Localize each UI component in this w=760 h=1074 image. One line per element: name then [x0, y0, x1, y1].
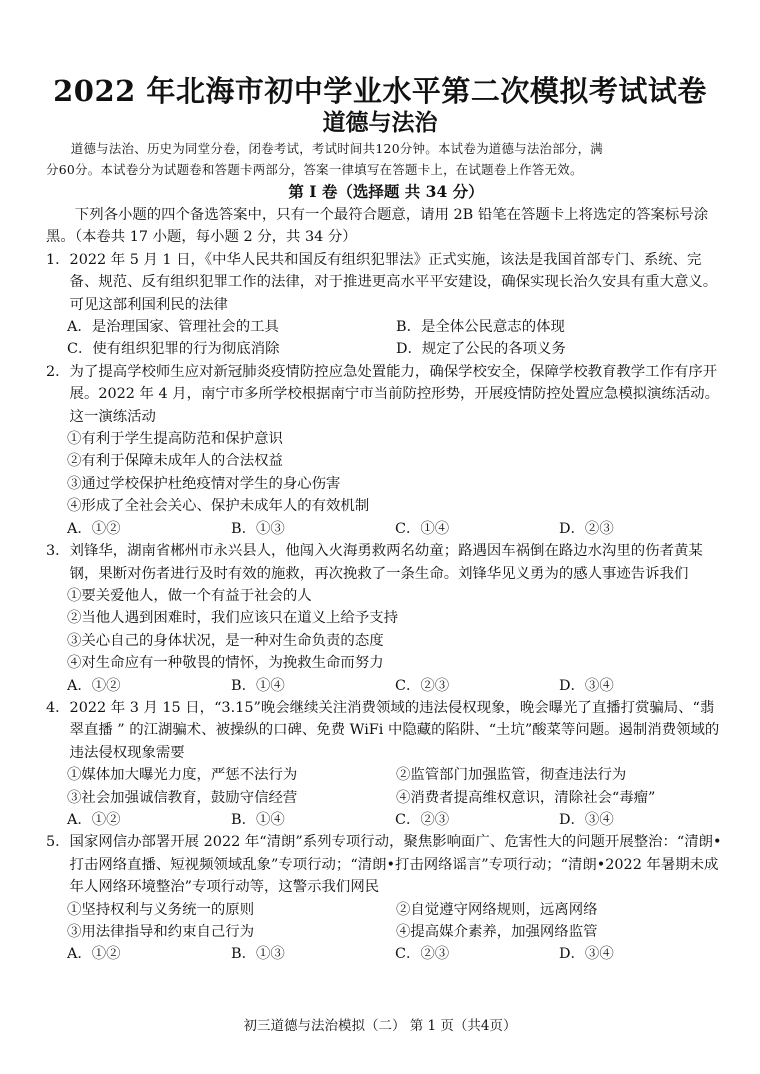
- statement: ①坚持权利与义务统一的原则: [67, 901, 255, 918]
- statement: ④提高媒介素养，加强网络监管: [396, 924, 598, 940]
- option-a: A．①②: [67, 811, 121, 828]
- question-number: 4．: [46, 699, 70, 716]
- intro-line: 分60分。本试卷分为试题卷和答题卡两部分，答案一律填写在答题卡上，在试题卷上作答无效。: [46, 162, 583, 177]
- statement: ②自觉遵守网络规则，远离网络: [396, 901, 598, 918]
- statement: ②监管部门加强监管，彻查违法行为: [396, 767, 627, 784]
- option-d: D．③④: [559, 811, 614, 828]
- statement: ③通过学校保护杜绝疫情对学生的身心伤害: [67, 475, 341, 492]
- option-b: B．①③: [231, 520, 285, 537]
- question-number: 5．: [46, 834, 70, 851]
- statement: ①媒体加大曝光力度，严惩不法行为: [67, 767, 298, 784]
- statement: ④形成了全社会关心、保护未成年人的有效机制: [67, 498, 370, 515]
- question-stem: 2022 年 5 月 1 日，《中华人民共和国反有组织犯罪法》正式实施，该法是我国首部专门、系统、完备、规范、反有组织犯罪工作的法律，对于推进更高水平平安建设，确保实现长治久安具有重大意义。可见这部利国利民的法律: [69, 251, 718, 313]
- statement: ②有利于保障未成年人的合法权益: [67, 453, 283, 470]
- option-d: D．③④: [559, 946, 614, 963]
- question-number: 1．: [46, 251, 70, 268]
- option-b: B．是全体公民意志的体现: [396, 319, 565, 336]
- option-b: B．①③: [231, 946, 285, 963]
- exam-body: [46, 138, 726, 966]
- question-1: [46, 249, 726, 361]
- option-d: D．②③: [559, 520, 614, 537]
- question-stem: 刘锋华，湖南省郴州市永兴县人，他闯入火海勇救两名幼童；路遇因车祸倒在路边水沟里的伤者黄某钢，果断对伤者进行及时有效的施救，再次挽救了一条生命。刘锋华见义勇为的感人事迹告诉我们: [69, 543, 703, 582]
- statement: ③社会加强诚信教育，鼓励守信经营: [67, 789, 298, 806]
- option-d: D．规定了公民的各项义务: [396, 341, 566, 358]
- option-b: B．①④: [231, 677, 285, 694]
- statement: ①要关爱他人，做一个有益于社会的人: [67, 587, 312, 604]
- statement: ④对生命应有一种敬畏的情怀，为挽救生命而努力: [67, 655, 384, 672]
- section-instruction: 下列各小题的四个备选答案中，只有一个最符合题意，请用 2B 铅笔在答题卡上将选定的答案标号涂黑。（本卷共 17 小题，每小题 2 分，共 34 分）: [46, 207, 709, 246]
- option-b: B．①④: [231, 811, 285, 828]
- option-d: D．③④: [559, 677, 614, 694]
- statement: ②当他人遇到困难时，我们应该只在道义上给予支持: [67, 610, 398, 627]
- question-3: [46, 540, 726, 697]
- question-stem: 国家网信办部署开展 2022 年“清朗”系列专项行动，聚焦影响面广、危害性大的问题开展整治：“清朗•打击网络直播、短视频领域乱象”专项行动；“清朗•打击网络谣言”专项行动；“清朗•2022 年暑期未成年人网络环境整治”专项行动等，这警示我们网民: [69, 834, 722, 896]
- page-footer: 初三道德与法治模拟（二） 第 1 页（共4页）: [243, 1018, 517, 1034]
- question-number: 2．: [46, 363, 70, 380]
- option-a: A．是治理国家、管理社会的工具: [67, 319, 279, 336]
- statement: ③关心自己的身体状况，是一种对生命负责的态度: [67, 632, 384, 649]
- option-c: C．②③: [395, 677, 450, 694]
- option-c: C．②③: [395, 811, 450, 828]
- option-c: C．①④: [395, 520, 450, 537]
- question-2: [46, 361, 726, 540]
- question-stem: 2022 年 3 月 15 日，“3.15”晚会继续关注消费领域的违法侵权现象，晚会曝光了直播打赏骗局、“翡翠直播 ” 的江湖骗术、被操纵的口碑、免费 WiFi 中隐藏的陷阱、“土坑”酸菜等问题。遏制消费领域的违法侵权现象需要: [69, 699, 720, 761]
- exam-title: 2022 年北海市初中学业水平第二次模拟考试试卷: [53, 74, 707, 108]
- question-4: [46, 697, 726, 831]
- question-5: [46, 831, 726, 965]
- option-a: A．①②: [67, 677, 121, 694]
- intro-line: 道德与法治、历史为同堂分卷，闭卷考试，考试时间共120分钟。本试卷为道德与法治部分，满: [70, 141, 603, 156]
- option-c: C．使有组织犯罪的行为彻底消除: [67, 341, 280, 358]
- question-number: 3．: [46, 543, 70, 560]
- subject-title: 道德与法治: [322, 109, 438, 136]
- statement: ④消费者提高维权意识，清除社会“毒瘤”: [396, 789, 656, 806]
- question-stem: 为了提高学校师生应对新冠肺炎疫情防控应急处置能力，确保学校安全，保障学校教育教学工作有序开展。2022 年 4 月，南宁市多所学校根据南宁市当前防控形势，开展疫情防控处置应急模拟演练活动。这一演练活动: [69, 363, 720, 425]
- statement: ③用法律指导和约束自己行为: [67, 924, 255, 940]
- statement: ①有利于学生提高防范和保护意识: [67, 431, 283, 448]
- section-title: 第 Ⅰ 卷（选择题 共 34 分）: [288, 182, 484, 201]
- option-a: A．①②: [67, 946, 121, 963]
- option-c: C．②③: [395, 946, 450, 963]
- option-a: A．①②: [67, 520, 121, 537]
